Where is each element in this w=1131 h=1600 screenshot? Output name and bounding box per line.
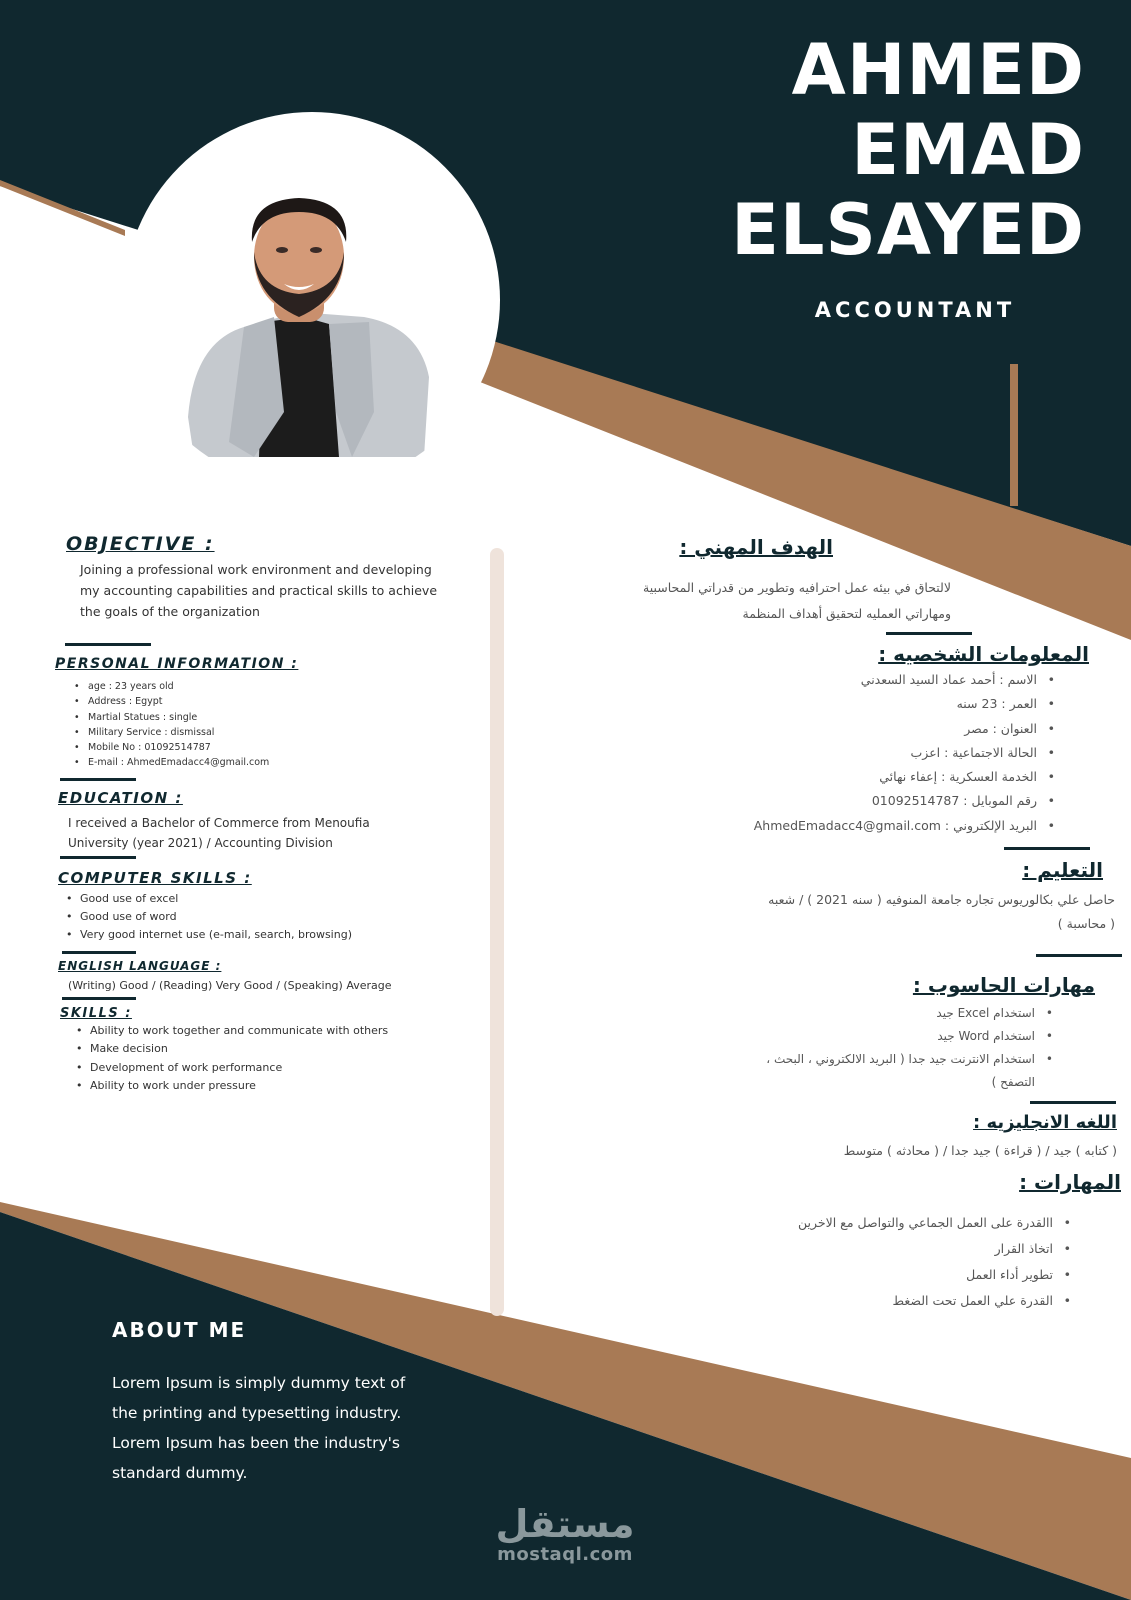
ar-objective-text	[511, 575, 951, 627]
name-line-1: AHMED	[791, 29, 1085, 111]
en-section-rule	[60, 778, 136, 781]
ar-objective-heading: الهدف المهني :	[679, 535, 833, 559]
list-item: • الاسم : أحمد عماد السيد السعدني	[697, 668, 1057, 692]
en-personal-heading: PERSONAL INFORMATION :	[55, 656, 299, 672]
en-education-text	[68, 813, 448, 853]
list-item: • Very good internet use (e-mail, search, browsing)	[62, 926, 462, 944]
list-item: • الحالة الاجتماعية : اعزب	[697, 741, 1057, 765]
en-english-text: (Writing) Good / (Reading) Very Good / (Speaking) Average	[68, 979, 392, 992]
ar-personal-heading: المعلومات الشخصيه :	[878, 642, 1089, 666]
about-line: Lorem Ipsum is simply dummy text of	[112, 1374, 406, 1392]
en-section-rule	[62, 951, 136, 954]
en-section-rule	[60, 856, 136, 859]
list-item: • Ability to work together and communicate with others	[72, 1022, 472, 1040]
column-divider	[490, 548, 504, 1316]
header-vertical-accent	[1010, 364, 1018, 506]
en-education-heading: EDUCATION :	[58, 789, 183, 807]
list-item: • Ability to work under pressure	[72, 1077, 472, 1095]
en-personal-list	[70, 679, 450, 771]
en-computer-heading: COMPUTER SKILLS :	[58, 869, 252, 887]
ar-education-line: حاصل علي بكالوريوس تجاره جامعة المنوفيه ( سنه 2021 ) / شعبه	[768, 892, 1115, 907]
list-item: • Development of work performance	[72, 1059, 472, 1077]
list-item: • Make decision	[72, 1040, 472, 1058]
list-item: • Military Service : dismissal	[70, 725, 450, 740]
ar-objective-line: ومهاراتي العمليه لتحقيق أهداف المنظمة	[742, 606, 951, 621]
list-item: • E-mail : AhmedEmadacc4@gmail.com	[70, 755, 450, 770]
watermark-arabic: مستقل	[495, 1502, 635, 1546]
list-item: • البريد الإلكتروني : AhmedEmadacc4@gmail.com	[697, 814, 1057, 838]
about-line: the printing and typesetting industry.	[112, 1404, 402, 1422]
list-item: • تطوير أداء العمل	[713, 1262, 1073, 1288]
en-objective-line: Joining a professional work environment and developing	[80, 562, 432, 577]
ar-section-rule	[1004, 847, 1090, 850]
ar-skills-list	[713, 1210, 1113, 1314]
list-item: • استخدام Excel جيد	[755, 1002, 1055, 1025]
about-heading: ABOUT ME	[112, 1318, 247, 1342]
ar-objective-line: لالتحاق في بيئه عمل احترافيه وتطوير من قدراتي المحاسبية	[643, 580, 951, 595]
ar-skills-heading: المهارات :	[1019, 1170, 1121, 1194]
watermark	[490, 1504, 640, 1565]
ar-education-text	[745, 888, 1115, 936]
name-line-2: EMAD	[851, 109, 1085, 191]
list-item: • استخدام Word جيد	[755, 1025, 1055, 1048]
list-item: • Mobile No : 01092514787	[70, 740, 450, 755]
list-item: • رقم الموبايل : 01092514787	[697, 789, 1057, 813]
full-name	[731, 30, 1085, 270]
ar-english-heading: اللغه الانجليزيه :	[973, 1112, 1117, 1133]
ar-computer-heading: مهارات الحاسوب :	[912, 973, 1095, 997]
list-item: • Good use of word	[62, 908, 462, 926]
ar-english-text: ( كتابه ) جيد / ( قراءة ) جيد جدا / ( محادثه ) متوسط	[843, 1143, 1117, 1158]
list-item: • العنوان : مصر	[697, 717, 1057, 741]
en-objective-heading: OBJECTIVE :	[66, 533, 215, 555]
about-line: standard dummy.	[112, 1464, 248, 1482]
about-line: Lorem Ipsum has been the industry's	[112, 1434, 400, 1452]
en-objective-text	[80, 559, 460, 622]
en-education-line: I received a Bachelor of Commerce from Menoufia	[68, 816, 370, 830]
list-item: • Good use of excel	[62, 890, 462, 908]
en-education-line: University (year 2021) / Accounting Division	[68, 836, 333, 850]
en-computer-list	[62, 890, 462, 943]
photo-frame	[124, 112, 500, 488]
list-item: • age : 23 years old	[70, 679, 450, 694]
ar-section-rule	[886, 632, 972, 635]
name-line-3: ELSAYED	[731, 189, 1085, 271]
en-objective-line: the goals of the organization	[80, 604, 260, 619]
list-item: • االقدرة على العمل الجماعي والتواصل مع الاخرين	[713, 1210, 1073, 1236]
list-item: • استخدام الانترنت جيد جدا ( البريد الالكتروني ، البحث ، التصفح )	[755, 1048, 1055, 1094]
en-objective-line: my accounting capabilities and practical skills to achieve	[80, 583, 438, 598]
list-item: • Address : Egypt	[70, 694, 450, 709]
portrait-photo	[124, 112, 500, 488]
ar-section-rule	[1036, 954, 1122, 957]
ar-education-heading: التعليم :	[1022, 858, 1103, 882]
en-skills-list	[72, 1022, 472, 1095]
ar-personal-list	[697, 668, 1097, 838]
watermark-latin: mostaql.com	[497, 1544, 633, 1565]
ar-education-line: ( محاسبة )	[1057, 916, 1115, 931]
list-item: • اتخاذ القرار	[713, 1236, 1073, 1262]
en-skills-heading: SKILLS :	[60, 1006, 132, 1021]
list-item: • Martial Statues : single	[70, 710, 450, 725]
en-english-heading: ENGLISH LANGUAGE :	[58, 959, 222, 973]
ar-section-rule	[1030, 1101, 1116, 1104]
ar-computer-list	[755, 1002, 1095, 1094]
en-section-rule	[65, 643, 151, 646]
en-section-rule	[62, 997, 136, 1000]
list-item: • القدرة علي العمل تحت الضغط	[713, 1288, 1073, 1314]
list-item: • الخدمة العسكرية : إعفاء نهائي	[697, 765, 1057, 789]
job-title: ACCOUNTANT	[814, 298, 1016, 322]
list-item: • العمر : 23 سنه	[697, 692, 1057, 716]
about-text	[112, 1368, 432, 1488]
